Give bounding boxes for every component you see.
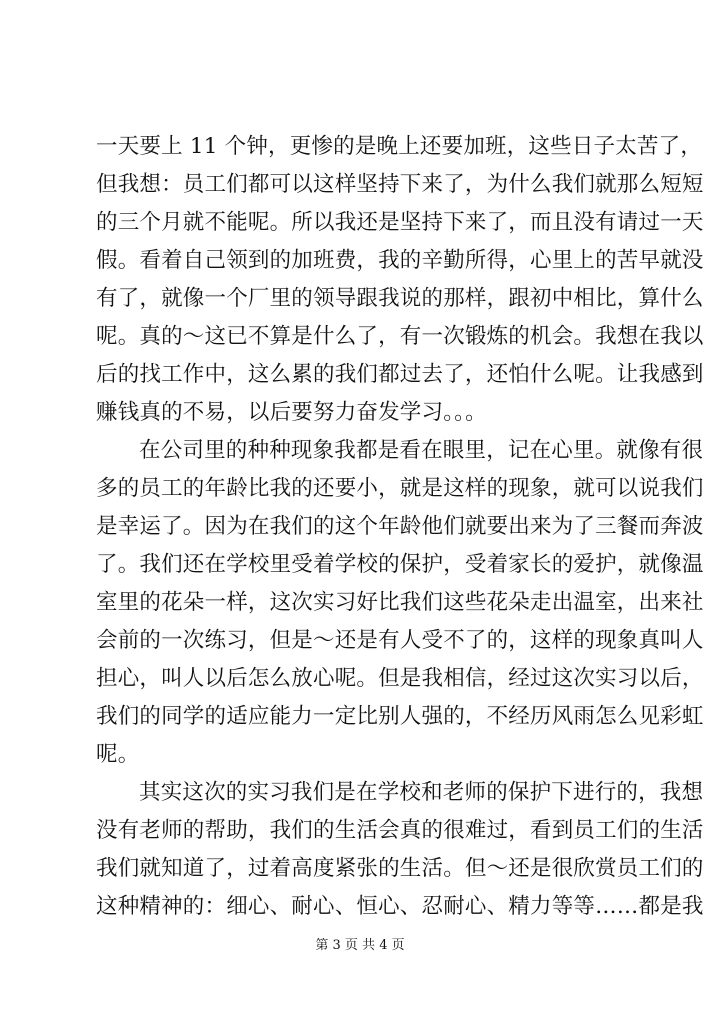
text-line: 的三个月就不能呢。所以我还是坚持下来了，而且没有请过一天 (96, 210, 704, 235)
text-line: 呢。 (96, 742, 140, 767)
text-line: 但我想：员工们都可以这样坚持下来了，为什么我们就那么短短 (96, 172, 704, 197)
paragraph-start-line: 其实这次的实习我们是在学校和老师的保护下进行的，我想 (139, 780, 704, 805)
page-number-footer: 第 3 页 共 4 页 (315, 938, 405, 953)
text-line: 赚钱真的不易，以后要努力奋发学习。。。 (96, 400, 487, 425)
text-line: 有了，就像一个厂里的领导跟我说的那样，跟初中相比，算什么 (96, 286, 704, 311)
text-line: 是幸运了。因为在我们的这个年龄他们就要出来为了三餐而奔波 (96, 514, 704, 539)
text-line: 一天要上 11 个钟，更惨的是晚上还要加班，这些日子太苦了， (96, 134, 703, 159)
text-line: 假。看着自己领到的加班费，我的辛勤所得，心里上的苦早就没 (96, 248, 704, 273)
text-line: 了。我们还在学校里受着学校的保护，受着家长的爱护，就像温 (96, 552, 704, 577)
text-line: 没有老师的帮助，我们的生活会真的很难过，看到员工们的生活 (96, 818, 704, 843)
text-line: 呢。真的～这已不算是什么了，有一次锻炼的机会。我想在我以 (96, 324, 704, 349)
text-line: 室里的花朵一样，这次实习好比我们这些花朵走出温室，出来社 (96, 590, 704, 615)
text-line: 担心，叫人以后怎么放心呢。但是我相信，经过这次实习以后， (96, 666, 704, 691)
text-line: 会前的一次练习，但是～还是有人受不了的，这样的现象真叫人 (96, 628, 704, 653)
paragraph-start-line: 在公司里的种种现象我都是看在眼里，记在心里。就像有很 (139, 438, 704, 463)
text-line: 多的员工的年龄比我的还要小，就是这样的现象，就可以说我们 (96, 476, 704, 501)
text-line: 我们的同学的适应能力一定比别人强的，不经历风雨怎么见彩虹 (96, 704, 704, 729)
text-line: 这种精神的：细心、耐心、恒心、忍耐心、精力等等……都是我 (96, 894, 704, 919)
text-line: 后的找工作中，这么累的我们都过去了，还怕什么呢。让我感到 (96, 362, 704, 387)
text-line: 我们就知道了，过着高度紧张的生活。但～还是很欣赏员工们的 (96, 856, 704, 881)
